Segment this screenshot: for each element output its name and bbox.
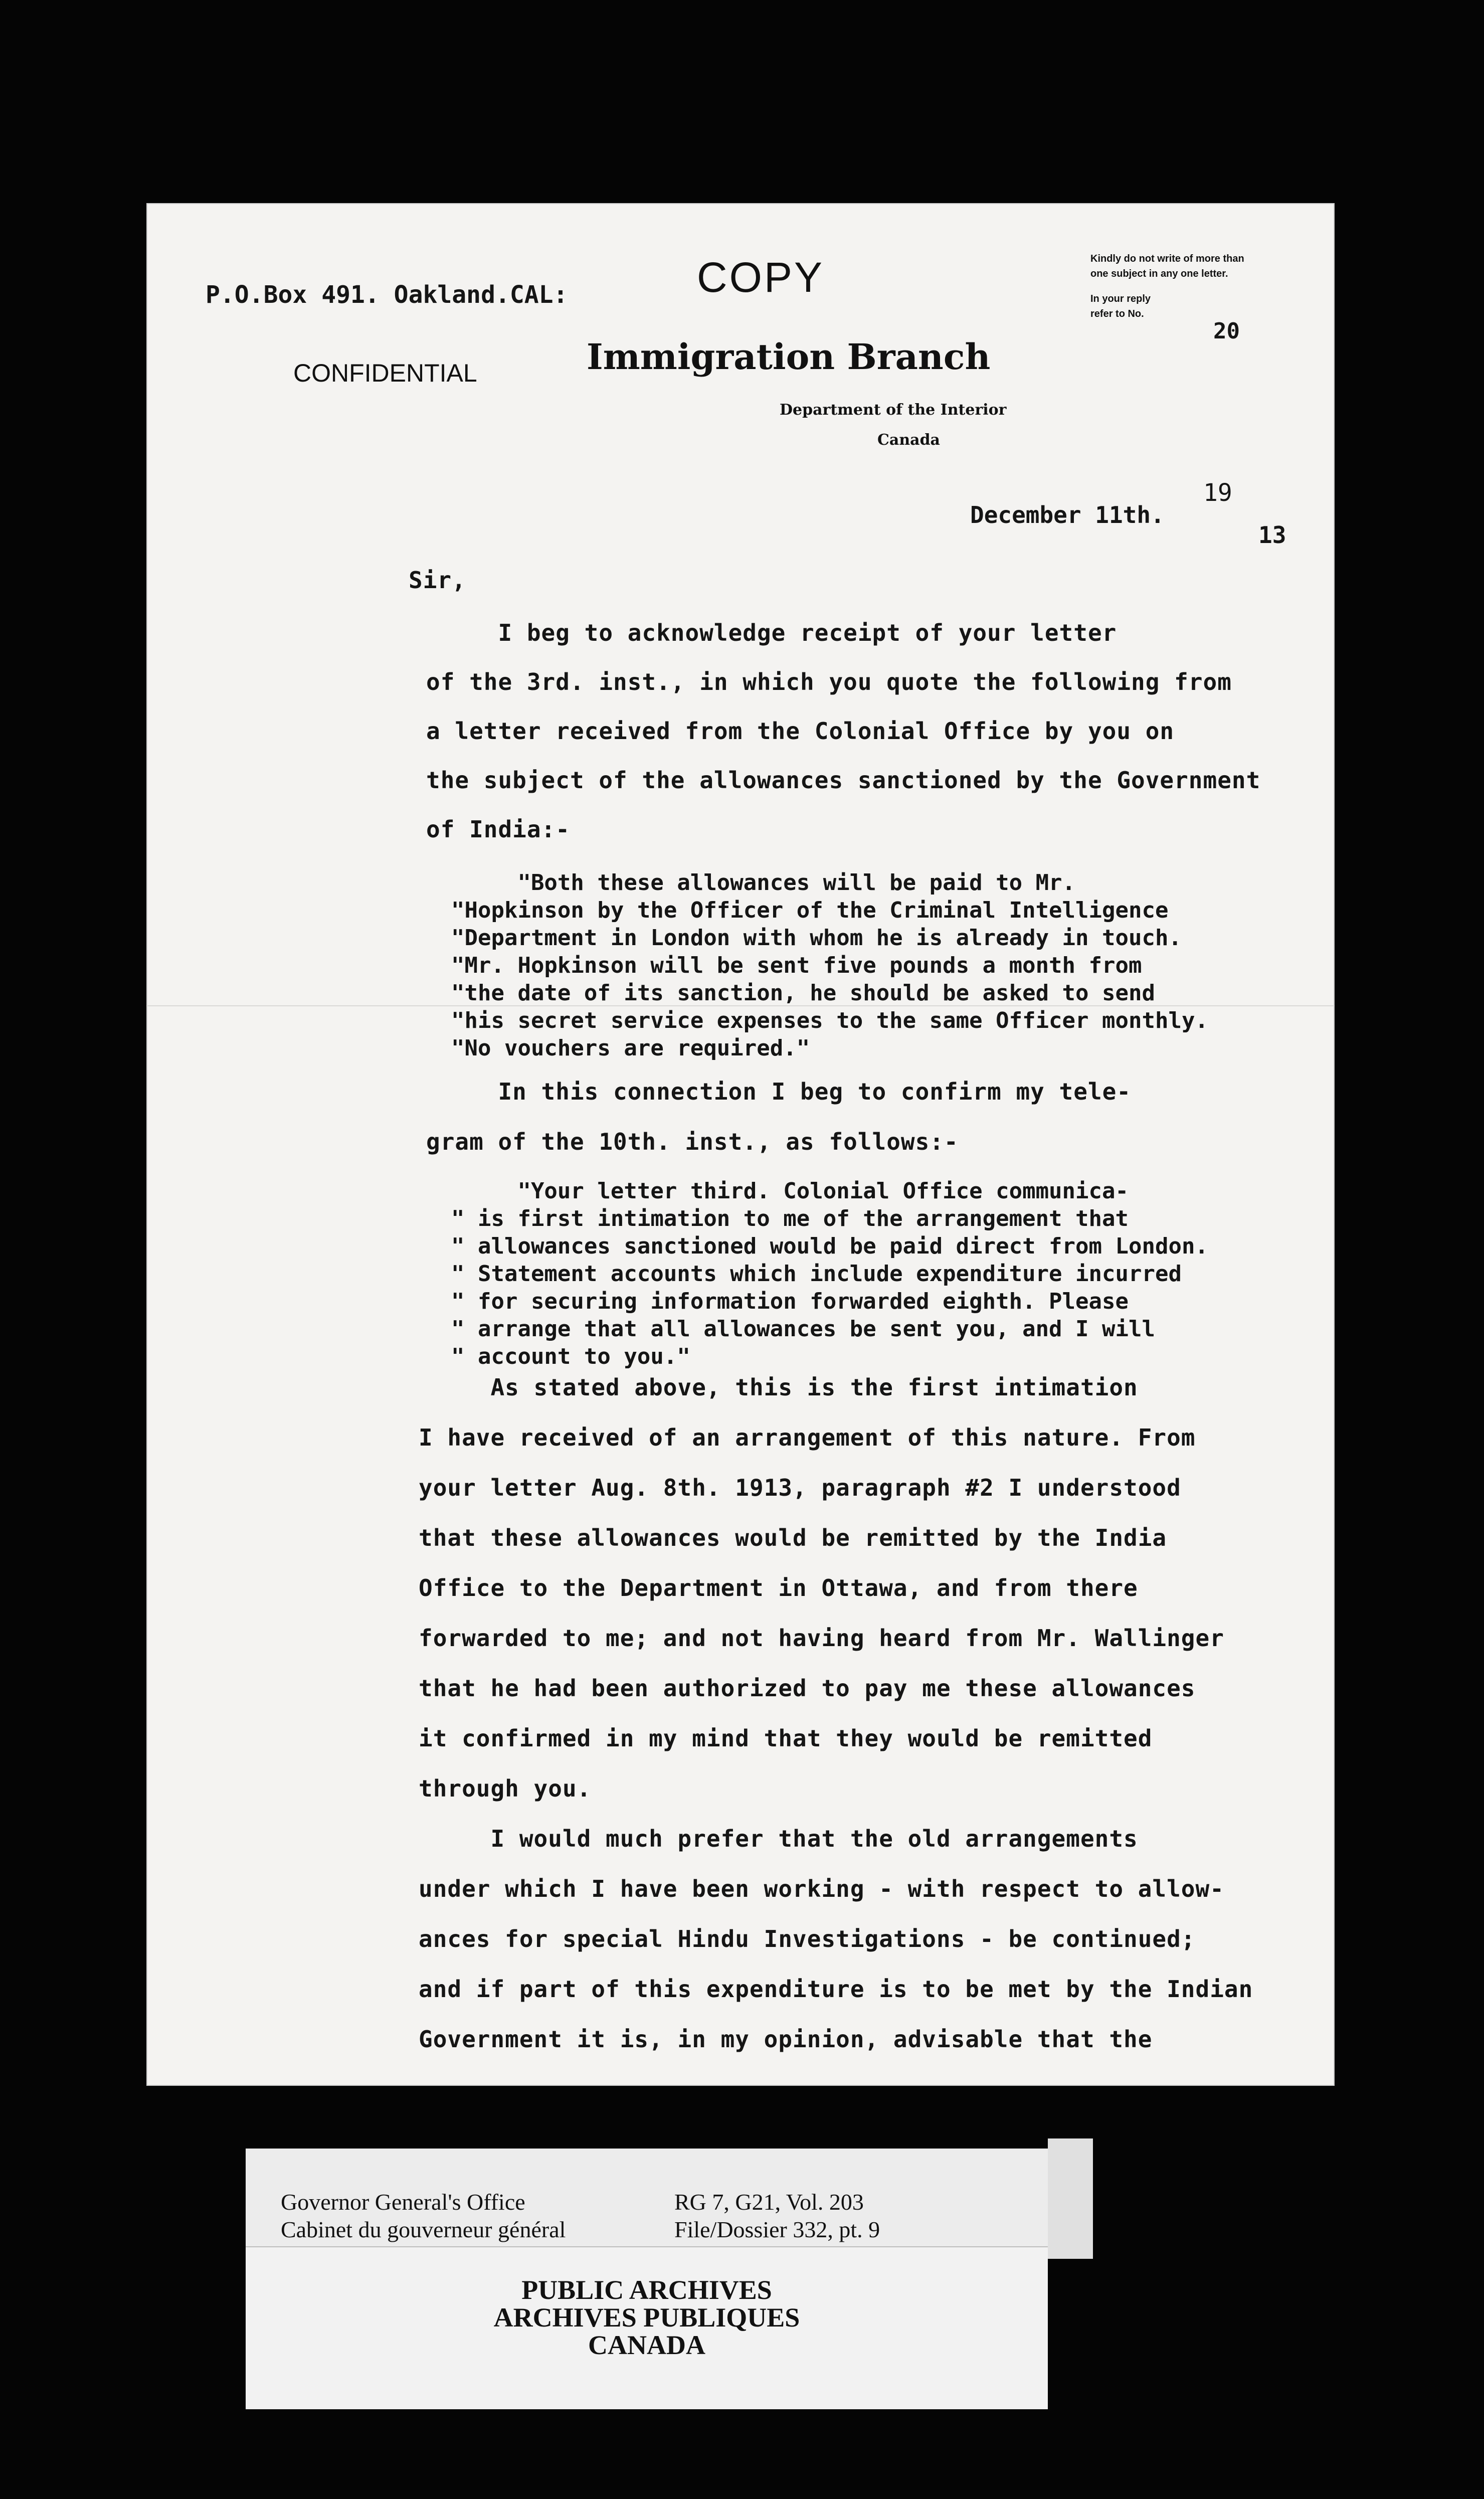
sender-address: P.O.Box 491. Oakland.CAL: bbox=[206, 281, 568, 309]
body-line: I have received of an arrangement of this nature. From bbox=[419, 1424, 1196, 1451]
quote-line: "his secret service expenses to the same Officer monthly. bbox=[451, 1008, 1208, 1033]
copy-stamp: COPY bbox=[697, 254, 825, 301]
instruction-line: In your reply bbox=[1090, 293, 1151, 304]
reference-number: 20 bbox=[1213, 318, 1240, 344]
letter-date: December 11th. bbox=[970, 501, 1165, 528]
body-line: As stated above, this is the first intimation bbox=[419, 1374, 1138, 1401]
department-name: Department of the Interior bbox=[780, 401, 1007, 419]
body-line: In this connection I beg to confirm my tele- bbox=[426, 1078, 1132, 1105]
body-line: the subject of the allowances sanctioned by the Government bbox=[426, 767, 1261, 794]
quote-line: " allowances sanctioned would be paid direct from London. bbox=[451, 1233, 1208, 1259]
quote-line: " arrange that all allowances be sent you, and I will bbox=[451, 1316, 1155, 1342]
quote-line: " account to you." bbox=[451, 1344, 690, 1369]
year-suffix: 13 bbox=[1258, 521, 1286, 549]
quote-line: "Mr. Hopkinson will be sent five pounds a month from bbox=[451, 953, 1142, 978]
body-line: ances for special Hindu Investigations - be continued; bbox=[419, 1925, 1196, 1952]
confidential-stamp: CONFIDENTIAL bbox=[293, 359, 477, 387]
body-line: I beg to acknowledge receipt of your letter bbox=[426, 619, 1117, 646]
instruction-line: one subject in any one letter. bbox=[1090, 268, 1228, 279]
branch-title: Immigration Branch bbox=[587, 336, 991, 378]
archive-file: File/Dossier 332, pt. 9 bbox=[674, 2217, 880, 2242]
quote-line: "Hopkinson by the Officer of the Criminal Intelligence bbox=[451, 898, 1169, 923]
body-line: Office to the Department in Ottawa, and from there bbox=[419, 1574, 1138, 1601]
body-line: gram of the 10th. inst., as follows:- bbox=[426, 1128, 959, 1155]
archive-stamp-line: ARCHIVES PUBLIQUES bbox=[493, 2302, 800, 2333]
archive-stamp-line: PUBLIC ARCHIVES bbox=[521, 2275, 772, 2305]
quote-line: " Statement accounts which include expenditure incurred bbox=[451, 1261, 1182, 1287]
instruction-line: refer to No. bbox=[1090, 308, 1144, 319]
body-line: that these allowances would be remitted by the India bbox=[419, 1524, 1167, 1551]
salutation: Sir, bbox=[409, 567, 466, 594]
body-line: I would much prefer that the old arrangements bbox=[419, 1825, 1138, 1852]
archive-office-fr: Cabinet du gouverneur général bbox=[281, 2217, 566, 2242]
archive-reference: RG 7, G21, Vol. 203 bbox=[674, 2189, 864, 2215]
body-line: and if part of this expenditure is to be met by the Indian bbox=[419, 1976, 1253, 2003]
body-line: your letter Aug. 8th. 1913, paragraph #2 I understood bbox=[419, 1474, 1181, 1501]
country-name: Canada bbox=[877, 431, 940, 449]
archive-office-en: Governor General's Office bbox=[281, 2189, 525, 2215]
quote-line: " is first intimation to me of the arrangement that bbox=[451, 1206, 1129, 1231]
body-line: Government it is, in my opinion, advisable that the bbox=[419, 2026, 1153, 2053]
quote-line: "No vouchers are required." bbox=[451, 1035, 810, 1061]
body-line: of the 3rd. inst., in which you quote the following from bbox=[426, 668, 1232, 695]
body-line: forwarded to me; and not having heard from Mr. Wallinger bbox=[419, 1625, 1224, 1652]
body-line: that he had been authorized to pay me these allowances bbox=[419, 1675, 1196, 1702]
quote-line: "Both these allowances will be paid to Mr. bbox=[451, 870, 1076, 896]
instruction-line: Kindly do not write of more than bbox=[1090, 253, 1244, 264]
body-line: through you. bbox=[419, 1775, 592, 1802]
body-line: under which I have been working - with respect to allow- bbox=[419, 1875, 1224, 1902]
quote-line: "the date of its sanction, he should be asked to send bbox=[451, 980, 1155, 1006]
body-line: a letter received from the Colonial Office by you on bbox=[426, 718, 1175, 745]
year-prefix: 19 bbox=[1203, 479, 1232, 507]
quote-line: "Your letter third. Colonial Office communica- bbox=[451, 1178, 1129, 1204]
quote-line: "Department in London with whom he is already in touch. bbox=[451, 925, 1182, 951]
archive-stamp-line: CANADA bbox=[588, 2330, 705, 2360]
quote-line: " for securing information forwarded eighth. Please bbox=[451, 1289, 1129, 1314]
body-line: it confirmed in my mind that they would be remitted bbox=[419, 1725, 1153, 1752]
label-tab bbox=[1048, 2138, 1093, 2259]
body-line: of India:- bbox=[426, 816, 570, 843]
